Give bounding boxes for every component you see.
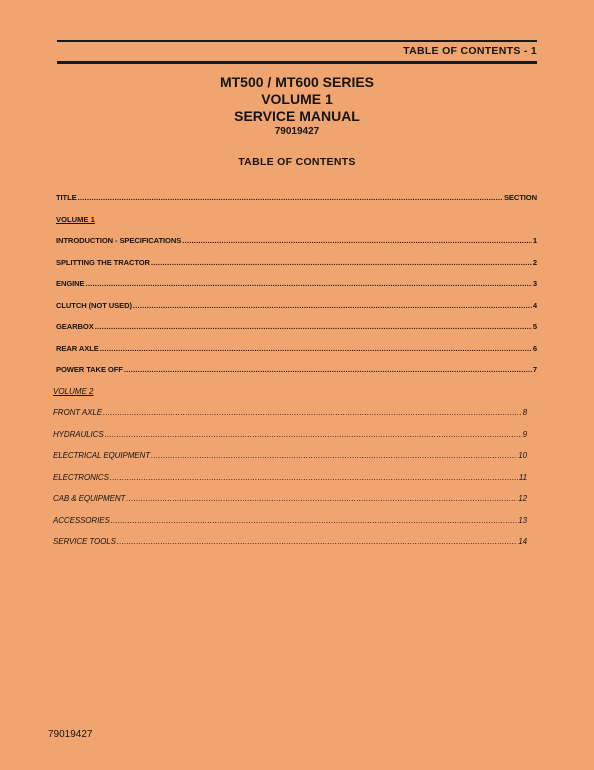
leader-dots [182, 236, 532, 245]
toc-entry-section: 6 [532, 343, 537, 353]
toc-entry-section: 9 [522, 429, 527, 439]
leader-dots [105, 430, 522, 439]
leader-dots [95, 322, 532, 331]
leader-dots [78, 193, 503, 202]
toc-entry-title: ELECTRONICS [53, 472, 109, 482]
table-of-contents [53, 193, 537, 559]
toc-entry [53, 408, 537, 430]
toc-entry-title: ELECTRICAL EQUIPMENT [53, 451, 150, 460]
toc-entry-section: 7 [532, 365, 537, 374]
toc-section-header: SECTION [503, 193, 537, 202]
volume2-label: VOLUME 2 [53, 386, 94, 396]
toc-entry-title: HYDRAULICS [53, 429, 104, 439]
toc-entry-title: SPLITTING THE TRACTOR [56, 257, 150, 267]
title-block [0, 74, 594, 139]
toc-entry [53, 430, 537, 452]
toc-entry [56, 258, 537, 280]
toc-entry-title: FRONT AXLE [53, 408, 102, 417]
toc-entry-title: CLUTCH (NOT USED) [56, 300, 132, 310]
toc-entry-title: CAB & EQUIPMENT [53, 494, 126, 503]
toc-entry-section: 13 [518, 515, 527, 525]
footer-part-number: 79019427 [48, 729, 93, 740]
leader-dots [117, 537, 517, 546]
toc-entry-section: 3 [532, 279, 537, 288]
volume1-list [56, 236, 537, 387]
toc-title-header: TITLE [56, 193, 77, 202]
page-header-tag: TABLE OF CONTENTS - 1 [403, 45, 537, 57]
toc-entry-title: INTRODUCTION - SPECIFICATIONS [56, 236, 182, 245]
toc-heading: TABLE OF CONTENTS [238, 156, 356, 168]
toc-entry-section: 8 [522, 408, 527, 417]
manual-title: SERVICE MANUAL [234, 108, 360, 124]
leader-dots [124, 365, 532, 374]
toc-entry [56, 279, 537, 301]
toc-entry [56, 301, 537, 323]
volume2-list [53, 408, 537, 559]
series-title: MT500 / MT600 SERIES [219, 74, 375, 90]
toc-entry [56, 344, 537, 366]
toc-entry-section: 11 [518, 472, 527, 482]
toc-entry-title: ACCESSORIES [53, 515, 110, 525]
volume-title: VOLUME 1 [261, 91, 333, 107]
toc-entry-title: ENGINE [56, 279, 85, 288]
header-bottom-rule [57, 61, 537, 64]
toc-entry [56, 322, 537, 344]
toc-entry-section: 12 [518, 494, 527, 503]
toc-entry-section: 14 [518, 537, 527, 546]
toc-header-row [56, 193, 537, 215]
toc-entry-title: REAR AXLE [56, 343, 99, 353]
toc-entry-title: GEARBOX [56, 322, 94, 331]
leader-dots [86, 279, 532, 288]
toc-entry-section: 4 [532, 300, 537, 310]
toc-entry-section: 5 [532, 322, 537, 331]
toc-entry-section: 1 [532, 236, 537, 245]
toc-entry [53, 537, 537, 559]
toc-entry [53, 451, 537, 473]
leader-dots [126, 494, 517, 503]
leader-dots [110, 473, 518, 482]
toc-entry-section: 2 [532, 257, 537, 267]
toc-entry [53, 473, 537, 495]
header-top-rule [57, 40, 537, 42]
toc-entry [53, 516, 537, 538]
leader-dots [100, 344, 532, 353]
leader-dots [103, 408, 522, 417]
leader-dots [111, 516, 518, 525]
toc-entry-section: 10 [518, 451, 527, 460]
volume2-block [53, 387, 537, 559]
toc-entry [56, 365, 537, 387]
leader-dots [151, 258, 532, 267]
leader-dots [151, 451, 517, 460]
toc-entry [53, 494, 537, 516]
toc-entry [56, 236, 537, 258]
part-number: 79019427 [274, 126, 320, 137]
leader-dots [133, 301, 532, 310]
toc-entry-title: SERVICE TOOLS [53, 537, 116, 546]
toc-entry-title: POWER TAKE OFF [56, 365, 123, 374]
volume1-label: VOLUME 1 [56, 214, 95, 224]
